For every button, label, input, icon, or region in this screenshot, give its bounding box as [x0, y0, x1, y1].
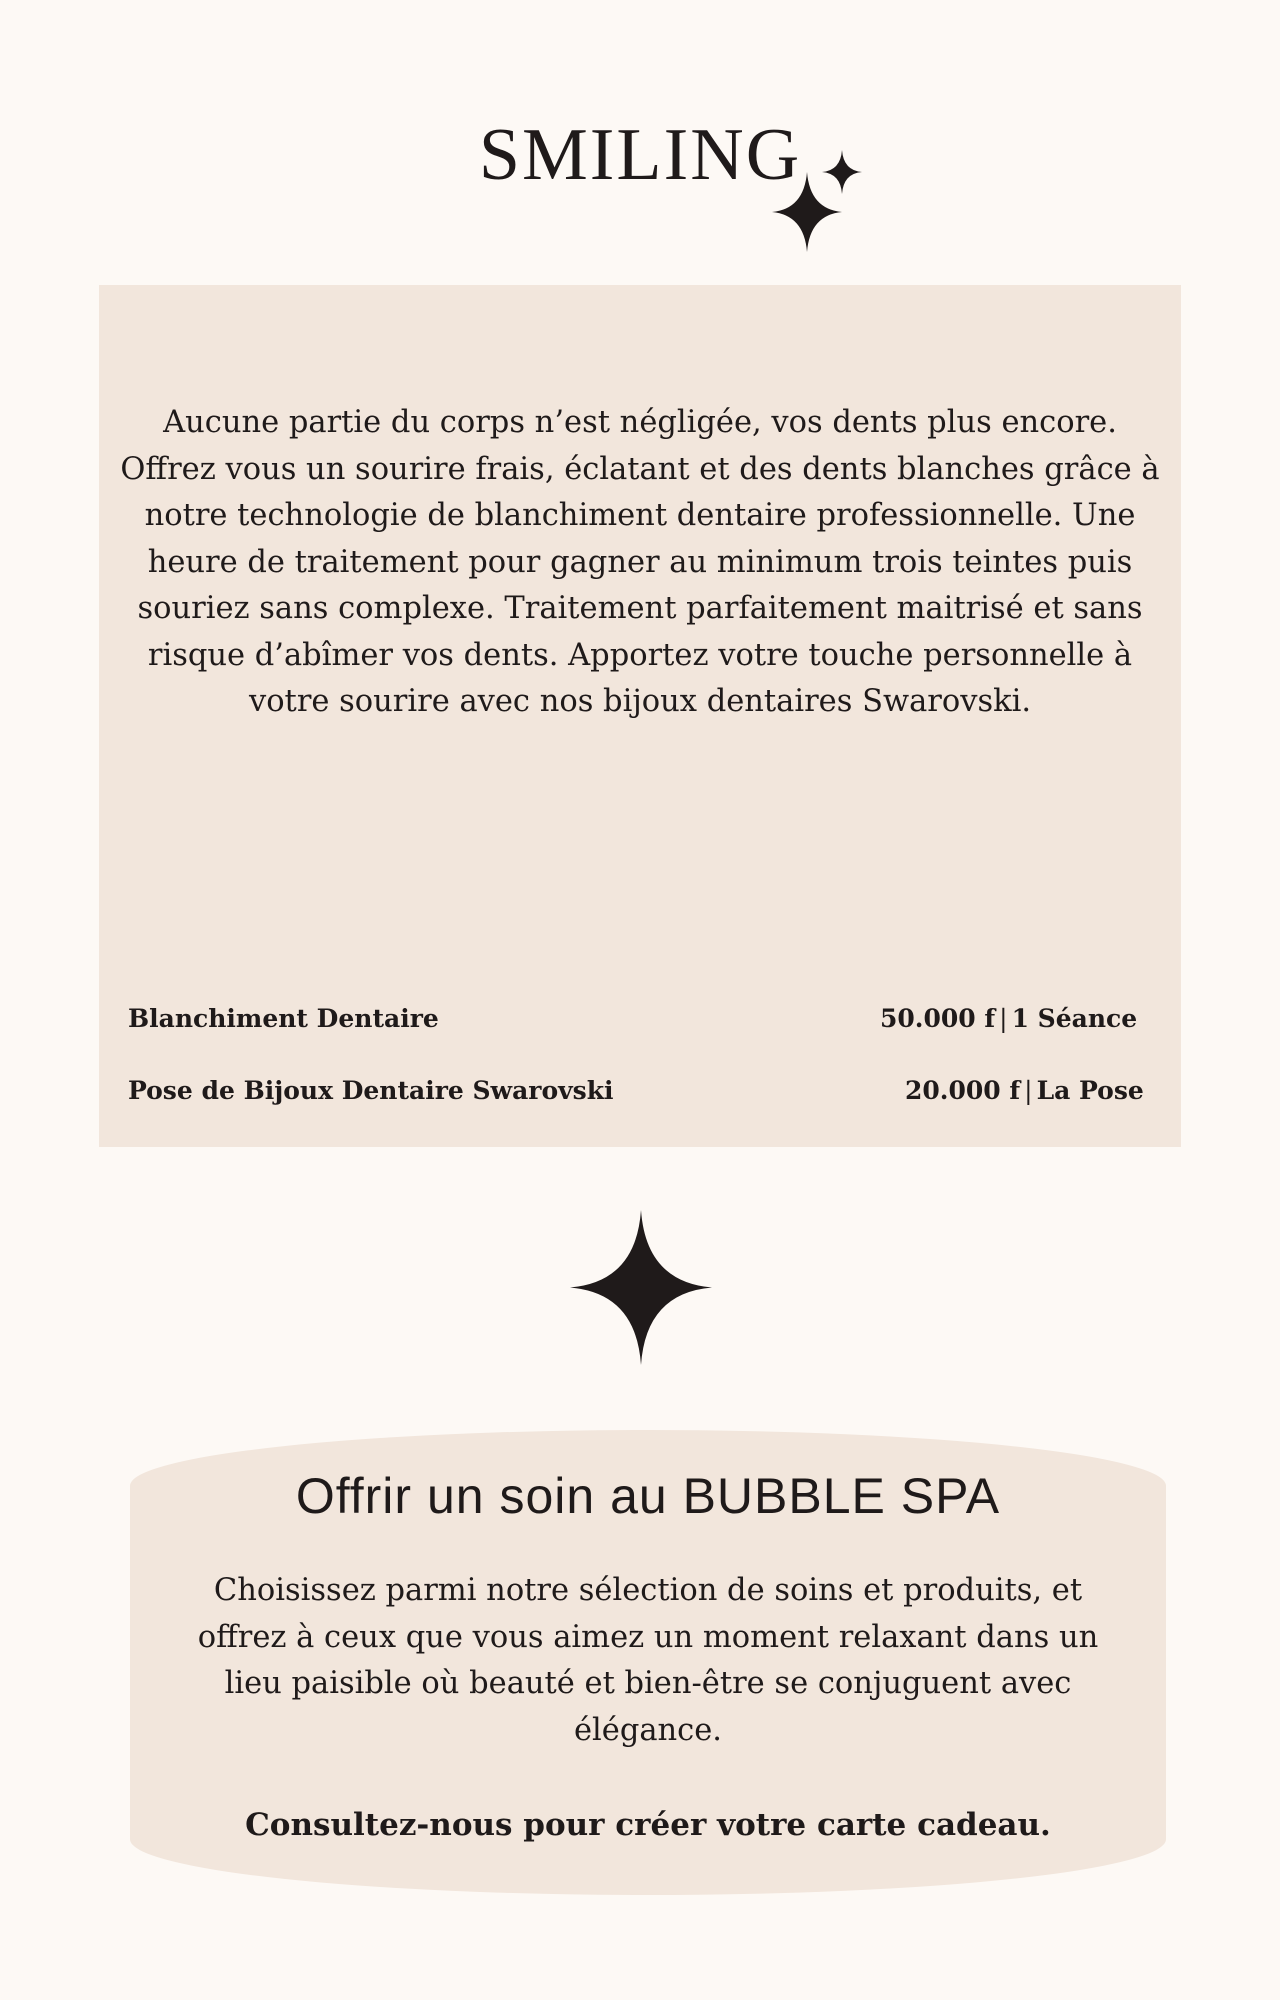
price-unit: La Pose [1036, 1076, 1144, 1105]
price-separator: | [999, 1004, 1008, 1033]
description-text: Aucune partie du corps n’est négligée, vos dents plus encore. Offrez vous un sourire frais, éclatant et des dents blanches grâce à notre technologie de blanchiment dentaire professionnelle. Une heure de traitement pour gagner au minimum trois teintes puis souriez sans complexe. Traitement parfaitement maitrisé et sans risque d’abîmer vos dents. Apportez votre touche personnelle à votre sourire avec nos bijoux dentaires Swarovski. [120, 405, 1160, 719]
page-title: SMILING [478, 114, 802, 196]
smiling-panel [99, 285, 1181, 1147]
price-amount: 20.000 f [905, 1076, 1021, 1105]
gift-card-section [130, 1430, 1166, 1895]
sparkle-icon [822, 150, 862, 194]
sparkle-icon [570, 1210, 712, 1365]
gift-cta: Consultez-nous pour créer votre carte cadeau. [245, 1807, 1051, 1843]
service-name: Blanchiment Dentaire [128, 1004, 439, 1033]
price-unit: 1 Séance [1011, 1004, 1138, 1033]
service-price [880, 1003, 1137, 1035]
price-separator: | [1024, 1076, 1033, 1105]
service-name: Pose de Bijoux Dentaire Swarovski [128, 1076, 614, 1105]
gift-text: Choisissez parmi notre sélection de soins et produits, et offrez à ceux que vous aimez un moment relaxant dans un lieu paisible où beauté et bien-être se conjuguent avec élégance. [197, 1573, 1099, 1748]
price-amount: 50.000 f [880, 1004, 996, 1033]
gift-title: Offrir un soin au BUBBLE SPA [295, 1468, 1001, 1524]
service-price [905, 1075, 1144, 1107]
